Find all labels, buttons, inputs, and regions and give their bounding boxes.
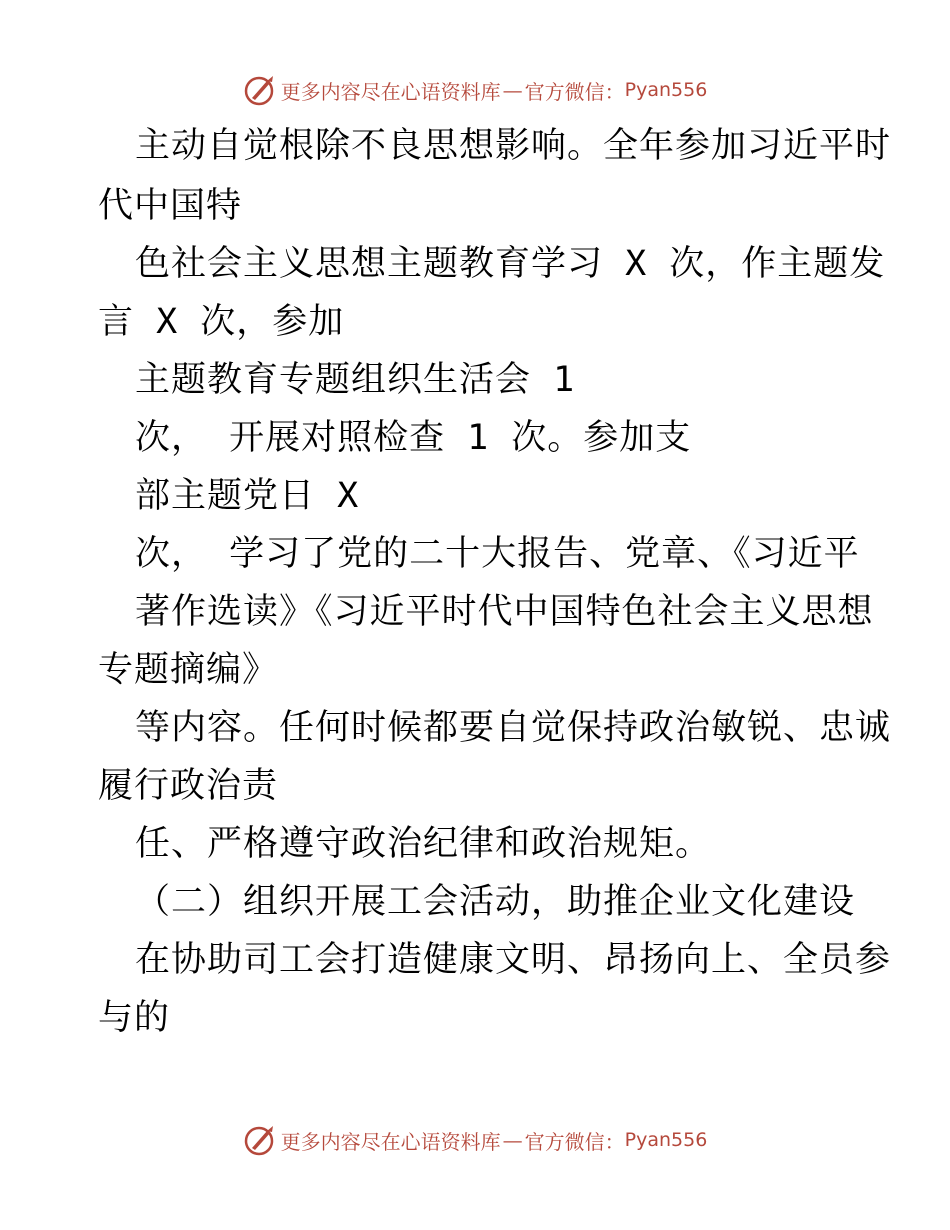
quill-logo-icon — [243, 73, 277, 107]
watermark-text: 更多内容尽在心语资料库 — [280, 1129, 501, 1154]
text-line: 次， 学习了党的二十大报告、党章、《习近平 — [135, 534, 860, 574]
watermark-brand: Pyan556 — [624, 79, 708, 101]
watermark-brand: Pyan556 — [624, 1129, 708, 1151]
text-line: 代中国特 — [98, 186, 243, 226]
text-line: 履行政治责 — [98, 766, 279, 806]
text-line: 主动自觉根除不良思想影响。全年参加习近平时 — [135, 126, 892, 166]
header-watermark — [0, 70, 950, 110]
text-line: 言 X 次，参加 — [98, 302, 345, 342]
text-line: 专题摘编》 — [98, 650, 279, 690]
watermark-contact: 官方微信： — [524, 1129, 625, 1154]
text-line: 等内容。任何时候都要自觉保持政治敏锐、忠诚 — [135, 708, 892, 748]
text-line: 部主题党日 X — [135, 476, 360, 516]
text-line: 色社会主义思想主题教育学习 X 次，作主题发 — [135, 244, 886, 284]
watermark-separator: — — [502, 1128, 523, 1152]
text-line: 任、严格遵守政治纪律和政治规矩。 — [135, 824, 712, 864]
text-line: 在协助司工会打造健康文明、昂扬向上、全员参 — [135, 940, 892, 980]
watermark-text: 更多内容尽在心语资料库 — [280, 79, 501, 104]
watermark-separator: — — [502, 78, 523, 102]
text-line: 次， 开展对照检查 1 次。参加支 — [135, 418, 692, 458]
text-line: 与的 — [98, 998, 171, 1038]
section-heading: （二）组织开展工会活动，助推企业文化建设 — [135, 882, 856, 922]
footer-watermark — [0, 1120, 950, 1160]
text-line: 著作选读》《习近平时代中国特色社会主义思想 — [135, 592, 874, 632]
quill-logo-icon — [243, 1123, 277, 1157]
watermark-contact: 官方微信： — [524, 79, 625, 104]
text-line: 主题教育专题组织生活会 1 — [135, 360, 576, 400]
